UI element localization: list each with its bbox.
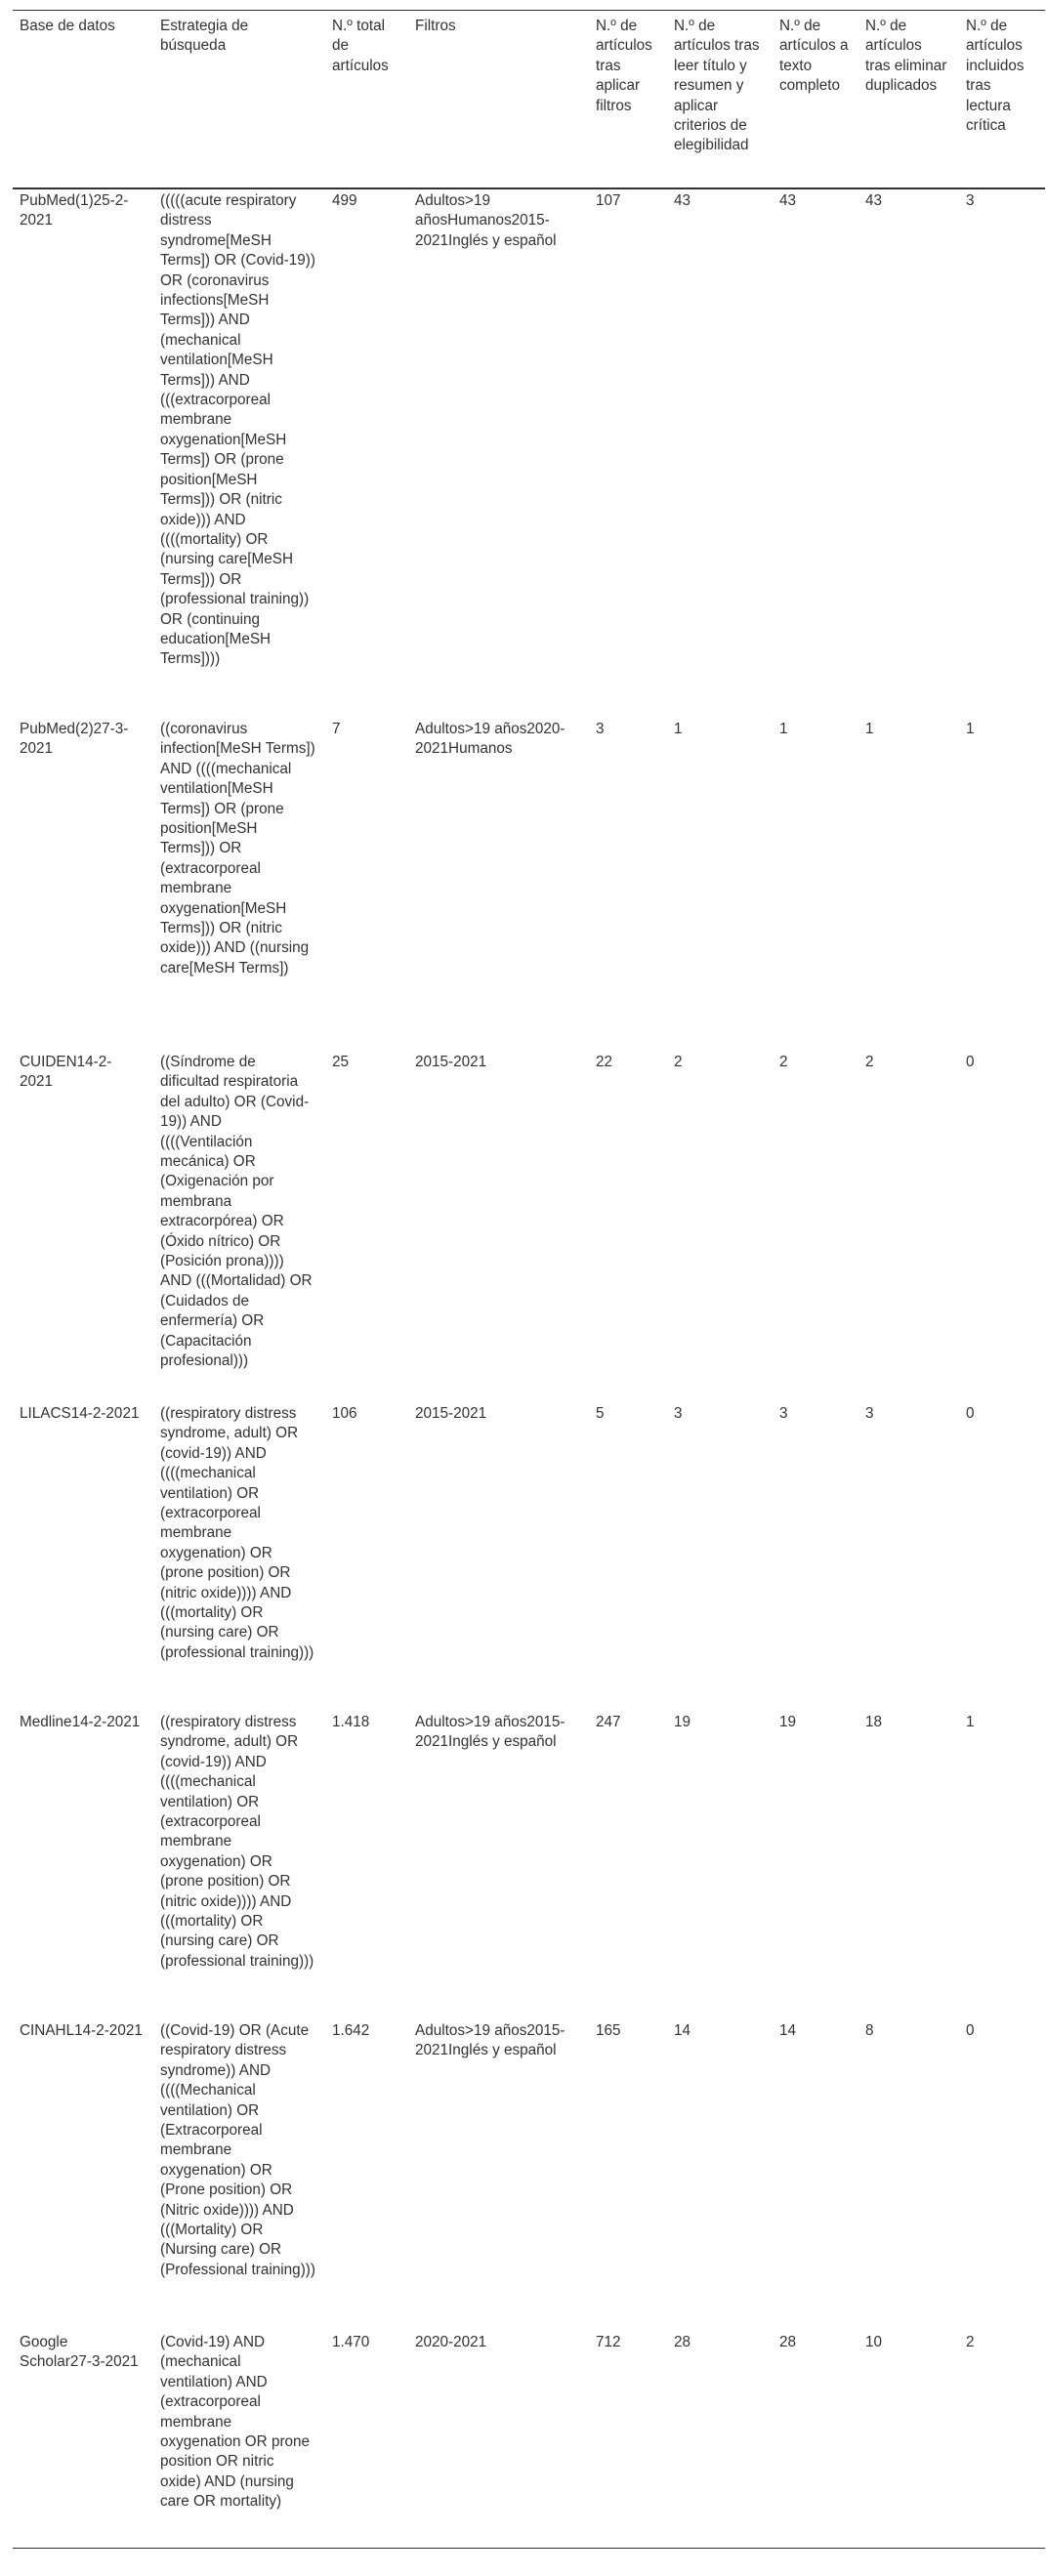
cell-strategy: ((Covid-19) OR (Acute respiratory distress syndrome)) AND ((((Mechanical ventilation) OR (Extracorporeal membrane oxygenation) OR (Prone position) OR (Nitric oxide)))) AND (((Mortality) OR (Nursing care) OR (Professional training))) (160, 2022, 315, 2278)
cell-after-filters: 107 (596, 192, 621, 209)
table-row (13, 1402, 1045, 1711)
cell-database: PubMed(2)27-3-2021 (20, 721, 129, 758)
cell-after-duplicates: 3 (865, 1405, 874, 1422)
cell-included: 1 (966, 721, 975, 737)
cell-total: 25 (332, 1054, 350, 1070)
header-included: N.º de artículos incluidos tras lectura crítica (966, 18, 1025, 135)
cell-after-duplicates: 2 (865, 1054, 874, 1070)
cell-filters: Adultos>19 años2015-2021Inglés y español (415, 1714, 565, 1751)
cell-after-filters: 712 (596, 2334, 621, 2350)
cell-included: 0 (966, 2022, 975, 2039)
header-row (13, 11, 1045, 189)
header-database: Base de datos (20, 18, 115, 34)
cell-after-title: 2 (674, 1054, 683, 1070)
cell-database: PubMed(1)25-2-2021 (20, 192, 129, 229)
cell-filters: 2020-2021 (415, 2334, 487, 2350)
cell-full-text: 1 (779, 721, 788, 737)
cell-strategy: ((Síndrome de dificultad respiratoria del adulto) OR (Covid-19)) AND ((((Ventilación mecánica) OR (Oxigenación por membrana extracorpórea) OR (Óxido nítrico) OR (Posición prona)))) AND (((Mortalidad) OR (Cuidados de enfermería) OR (Capacitación profesional))) (160, 1054, 313, 1370)
cell-after-duplicates: 1 (865, 721, 874, 737)
cell-after-title: 28 (674, 2334, 691, 2350)
cell-filters: 2015-2021 (415, 1405, 487, 1422)
header-total-articles: N.º total de artículos (332, 18, 389, 74)
cell-full-text: 43 (779, 192, 797, 209)
header-filters: Filtros (415, 18, 456, 34)
cell-after-duplicates: 10 (865, 2334, 883, 2350)
cell-filters: Adultos>19 años2020-2021Humanos (415, 721, 565, 758)
cell-after-filters: 247 (596, 1714, 621, 1730)
cell-included: 0 (966, 1405, 975, 1422)
cell-database: CUIDEN14-2-2021 (20, 1054, 112, 1091)
cell-strategy: ((respiratory distress syndrome, adult) OR (covid-19)) AND ((((mechanical ventilation) OR (extracorporeal membrane oxygenation) OR (prone position) OR (nitric oxide)))) AND (((mortality) OR (nursing care) OR (professional training))) (160, 1714, 314, 1970)
cell-after-filters: 22 (596, 1054, 613, 1070)
cell-total: 499 (332, 192, 357, 209)
cell-after-duplicates: 43 (865, 192, 883, 209)
header-after-duplicates: N.º de artículos tras eliminar duplicados (865, 18, 947, 95)
cell-database: Google Scholar27-3-2021 (20, 2334, 139, 2371)
cell-after-duplicates: 8 (865, 2022, 874, 2039)
cell-total: 7 (332, 721, 341, 737)
cell-included: 3 (966, 192, 975, 209)
cell-after-title: 1 (674, 721, 683, 737)
header-after-title-abstract: N.º de artículos tras leer título y resumen y aplicar criterios de elegibilidad (674, 18, 760, 154)
cell-strategy: (Covid-19) AND (mechanical ventilation) AND (extracorporeal membrane oxygenation OR prone position OR nitric oxide) AND (nursing care OR mortality) (160, 2334, 311, 2511)
table-header (13, 11, 1045, 189)
cell-after-duplicates: 18 (865, 1714, 883, 1730)
header-after-filters: N.º de artículos tras aplicar filtros (596, 18, 652, 114)
header-full-text: N.º de artículos a texto completo (779, 18, 849, 95)
cell-after-filters: 3 (596, 721, 605, 737)
header-search-strategy: Estrategia de búsqueda (160, 18, 249, 55)
table-row (13, 718, 1045, 1051)
cell-filters: 2015-2021 (415, 1054, 487, 1070)
cell-total: 1.470 (332, 2334, 370, 2350)
cell-full-text: 3 (779, 1405, 788, 1422)
cell-full-text: 14 (779, 2022, 797, 2039)
cell-full-text: 19 (779, 1714, 797, 1730)
cell-total: 1.642 (332, 2022, 370, 2039)
table-row (13, 1051, 1045, 1402)
cell-included: 0 (966, 1054, 975, 1070)
cell-database: CINAHL14-2-2021 (20, 2022, 143, 2039)
cell-after-title: 3 (674, 1405, 683, 1422)
cell-total: 106 (332, 1405, 357, 1422)
table-row (13, 188, 1045, 718)
cell-after-filters: 165 (596, 2022, 621, 2039)
search-strategy-table (13, 10, 1045, 2549)
table-body (13, 188, 1045, 2548)
cell-after-title: 14 (674, 2022, 691, 2039)
cell-full-text: 28 (779, 2334, 797, 2350)
cell-strategy: ((respiratory distress syndrome, adult) OR (covid-19)) AND ((((mechanical ventilation) OR (extracorporeal membrane oxygenation) OR (prone position) OR (nitric oxide)))) AND (((mortality) OR (nursing care) OR (professional training))) (160, 1405, 314, 1661)
cell-after-title: 19 (674, 1714, 691, 1730)
cell-strategy: (((((acute respiratory distress syndrome[MeSH Terms]) OR (Covid-19)) OR (coronavirus infections[MeSH Terms])) AND (mechanical ventilation[MeSH Terms])) AND (((extracorporeal membrane oxygenation[MeSH Terms]) OR (prone position[MeSH Terms])) OR (nitric oxide))) AND ((((mortality) OR (nursing care[MeSH Terms])) OR (professional training)) OR (continuing education[MeSH Terms]))) (160, 192, 315, 668)
cell-filters: Adultos>19 añosHumanos2015-2021Inglés y español (415, 192, 557, 249)
table-row (13, 2331, 1045, 2548)
cell-database: Medline14-2-2021 (20, 1714, 141, 1730)
table-row (13, 2019, 1045, 2331)
cell-filters: Adultos>19 años2015-2021Inglés y español (415, 2022, 565, 2059)
table-row (13, 1711, 1045, 2019)
cell-total: 1.418 (332, 1714, 370, 1730)
cell-after-filters: 5 (596, 1405, 605, 1422)
cell-strategy: ((coronavirus infection[MeSH Terms]) AND ((((mechanical ventilation[MeSH Terms]) OR (prone position[MeSH Terms])) OR (extracorporeal membrane oxygenation[MeSH Terms])) OR (nitric oxide))) AND ((nursing care[MeSH Terms]) (160, 721, 315, 976)
cell-after-title: 43 (674, 192, 691, 209)
cell-database: LILACS14-2-2021 (20, 1405, 140, 1422)
cell-full-text: 2 (779, 1054, 788, 1070)
cell-included: 1 (966, 1714, 975, 1730)
cell-included: 2 (966, 2334, 975, 2350)
